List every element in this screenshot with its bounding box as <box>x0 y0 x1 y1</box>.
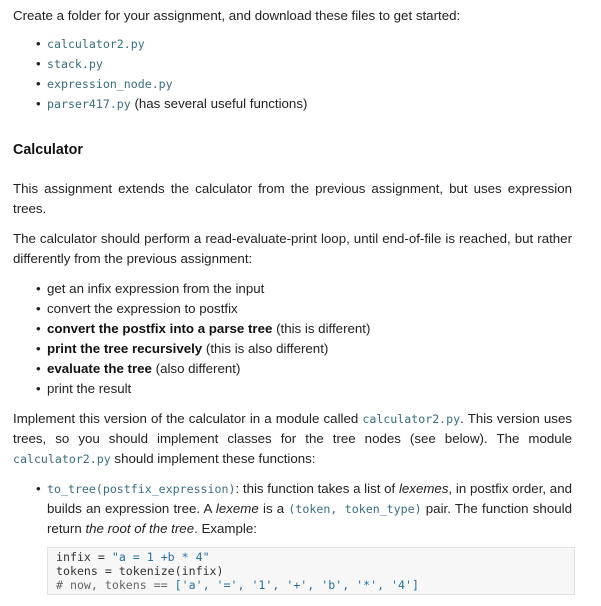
inline-code: calculator2.py <box>362 412 461 426</box>
assignment-page <box>13 6 572 595</box>
file-link-calculator2[interactable]: calculator2.py <box>47 37 145 51</box>
step-item: • evaluate the tree (also different) <box>47 359 572 379</box>
file-item <box>47 54 572 74</box>
code-example: infix = "a = 1 +b * 4" tokens = tokenize(infix) # now, tokens == ['a', '=', '1', '+', 'b', '*', '4'] <box>47 547 575 595</box>
step-item: • print the result <box>47 379 572 399</box>
paragraph-extends: This assignment extends the calculator from the previous assignment, but uses expression trees. <box>13 181 572 216</box>
function-to-tree: • to_tree(postfix_expression): this function takes a list of lexemes, in postfix order, and builds an expression tree. A lexeme is a (token, token_type) pair. The function should return the root of the tree. Example: <box>47 479 572 539</box>
file-link-expression-node[interactable]: expression_node.py <box>47 77 173 91</box>
intro-text: Create a folder for your assignment, and download these files to get started: <box>13 8 461 23</box>
file-item <box>47 34 572 54</box>
function-signature: to_tree(postfix_expression) <box>47 482 236 496</box>
inline-code: calculator2.py <box>13 452 111 466</box>
step-item: • get an infix expression from the input <box>47 279 572 299</box>
step-item: • convert the postfix into a parse tree (this is different) <box>47 319 572 339</box>
file-note: (has several useful functions) <box>130 96 308 111</box>
file-item <box>47 74 572 94</box>
calculator-heading: Calculator <box>13 142 83 158</box>
file-link-stack[interactable]: stack.py <box>47 57 103 71</box>
step-item: • print the tree recursively (this is also different) <box>47 339 572 359</box>
file-list <box>13 34 572 114</box>
step-item: • convert the expression to postfix <box>47 299 572 319</box>
steps-list <box>13 279 572 399</box>
file-item <box>47 94 572 114</box>
inline-code: (token, token_type) <box>288 502 422 516</box>
functions-list <box>13 479 572 539</box>
file-link-parser417[interactable]: parser417.py <box>47 97 131 111</box>
paragraph-loop: The calculator should perform a read-evaluate-print loop, until end-of-file is reached, but rather differently from the previous assignment: <box>13 231 572 266</box>
paragraph-implement: Implement this version of the calculator in a module called calculator2.py. This version uses trees, so you should implement classes for the tree nodes (see below). The module calculator2.py should implement these functions: <box>13 411 573 466</box>
